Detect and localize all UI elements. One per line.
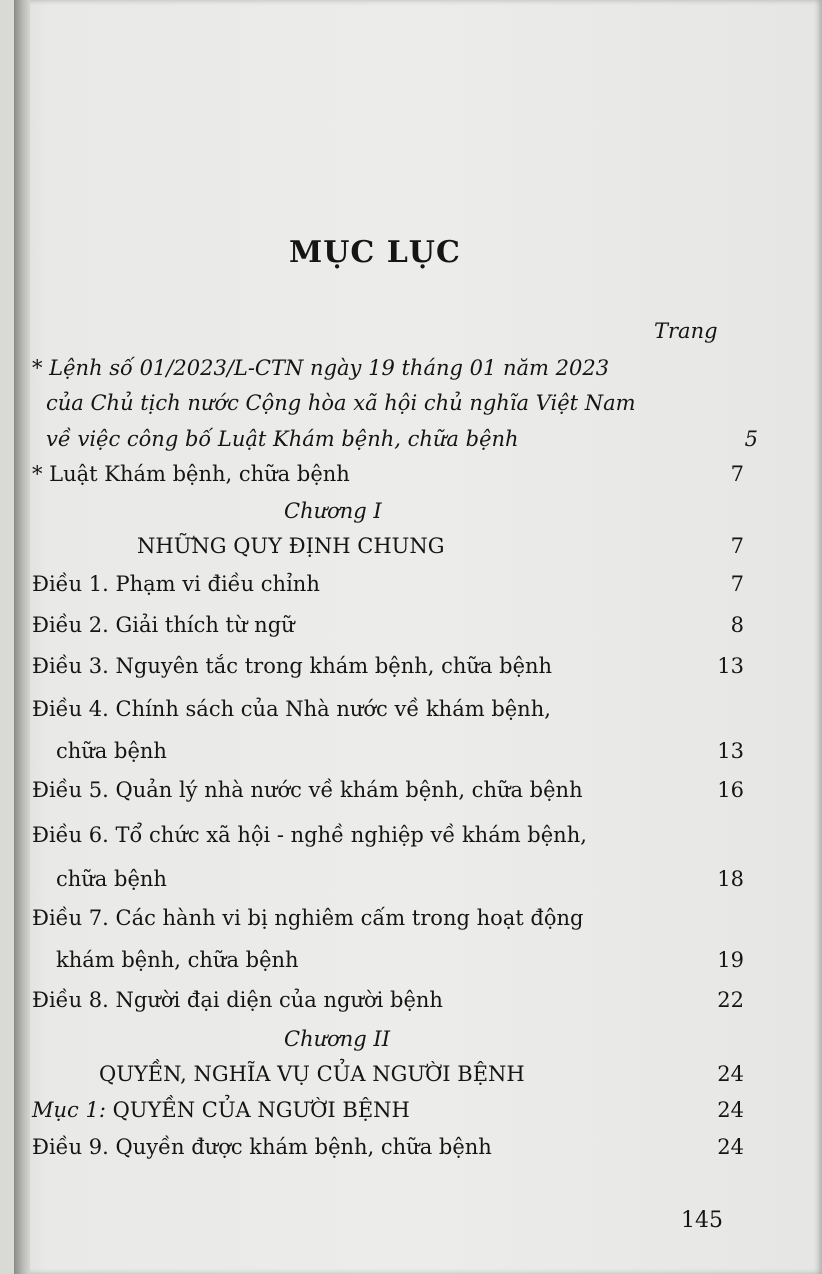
- toc-entry: [32, 571, 822, 597]
- toc-entry-text: * Luật Khám bệnh, chữa bệnh: [32, 462, 350, 486]
- trang-label: Trang: [654, 319, 718, 343]
- toc-entry-text: khám bệnh, chữa bệnh: [56, 948, 299, 972]
- toc-entry-page: 8: [730, 613, 744, 637]
- toc-entry-text: Điều 9. Quyền được khám bệnh, chữa bệnh: [32, 1135, 492, 1159]
- toc-entry-text: Điều 5. Quản lý nhà nước về khám bệnh, chữa bệnh: [32, 778, 583, 802]
- toc-entry: [46, 390, 636, 416]
- toc-entry: [56, 738, 822, 764]
- toc-entry: [32, 355, 609, 381]
- toc-entry-text: Điều 8. Người đại diện của người bệnh: [32, 988, 443, 1012]
- toc-entry-text: QUYỀN CỦA NGƯỜI BỆNH: [112, 1098, 410, 1122]
- page-title: MỤC LỤC: [289, 235, 461, 270]
- section-prefix: Mục 1:: [32, 1098, 106, 1122]
- toc-entry: [32, 987, 822, 1013]
- toc-entry-page: 13: [717, 739, 744, 763]
- chapter-heading: [284, 1026, 390, 1052]
- toc-entry-text: NHỮNG QUY ĐỊNH CHUNG: [137, 534, 445, 558]
- chapter-heading: [284, 498, 382, 524]
- toc-entry-page: 18: [717, 867, 744, 891]
- toc-entry-page: 7: [730, 572, 744, 596]
- page-number: 145: [681, 1208, 723, 1233]
- toc-entry: [46, 426, 822, 452]
- toc-entry: [32, 822, 587, 848]
- toc-entry-text: Điều 2. Giải thích từ ngữ: [32, 613, 295, 637]
- toc-entry-text: Chương I: [284, 499, 382, 523]
- toc-entry-page: 7: [730, 462, 744, 486]
- toc-entry: [32, 653, 822, 679]
- toc-entry-page: 13: [717, 654, 744, 678]
- toc-entry-text: Điều 3. Nguyên tắc trong khám bệnh, chữa bệnh: [32, 654, 553, 678]
- toc-entry-text: Chương II: [284, 1027, 390, 1051]
- toc-entry: [32, 461, 822, 487]
- toc-entry-page: 7: [730, 534, 744, 558]
- toc-entry-page: 24: [717, 1135, 744, 1159]
- toc-entry: [32, 1097, 822, 1123]
- toc-entry: [32, 1134, 822, 1160]
- toc-entry: [137, 533, 822, 559]
- toc-entry: [32, 905, 583, 931]
- toc-entry: [32, 777, 822, 803]
- toc-entry-page: 22: [717, 988, 744, 1012]
- toc-entry: [32, 696, 551, 722]
- toc-entry-page: 19: [717, 948, 744, 972]
- toc-entry-page: 5: [744, 427, 758, 451]
- toc-entry-page: 24: [717, 1062, 744, 1086]
- toc-entry-text: chữa bệnh: [56, 739, 167, 763]
- toc-entry-text: Điều 7. Các hành vi bị nghiêm cấm trong hoạt động: [32, 906, 584, 930]
- toc-entry-text: Điều 4. Chính sách của Nhà nước về khám bệnh,: [32, 697, 551, 721]
- toc-entry-text: của Chủ tịch nước Cộng hòa xã hội chủ nghĩa Việt Nam: [46, 391, 636, 415]
- toc-entry-text: chữa bệnh: [56, 867, 167, 891]
- toc-entry-text: * Lệnh số 01/2023/L-CTN ngày 19 tháng 01 năm 2023: [32, 356, 610, 380]
- toc-entry: [99, 1061, 822, 1087]
- toc-entry: [56, 866, 822, 892]
- toc-entry: [56, 947, 822, 973]
- toc-entry-text: Điều 1. Phạm vi điều chỉnh: [32, 572, 320, 596]
- toc-entry-text: Điều 6. Tổ chức xã hội - nghề nghiệp về khám bệnh,: [32, 823, 587, 847]
- toc-entry: [32, 612, 822, 638]
- book-page: [14, 0, 822, 1274]
- toc-entry-text: về việc công bố Luật Khám bệnh, chữa bệnh: [46, 427, 519, 451]
- toc-entry-page: 24: [717, 1098, 744, 1122]
- toc-entry-text: QUYỀN, NGHĨA VỤ CỦA NGƯỜI BỆNH: [99, 1062, 525, 1086]
- toc-entry-page: 16: [717, 778, 744, 802]
